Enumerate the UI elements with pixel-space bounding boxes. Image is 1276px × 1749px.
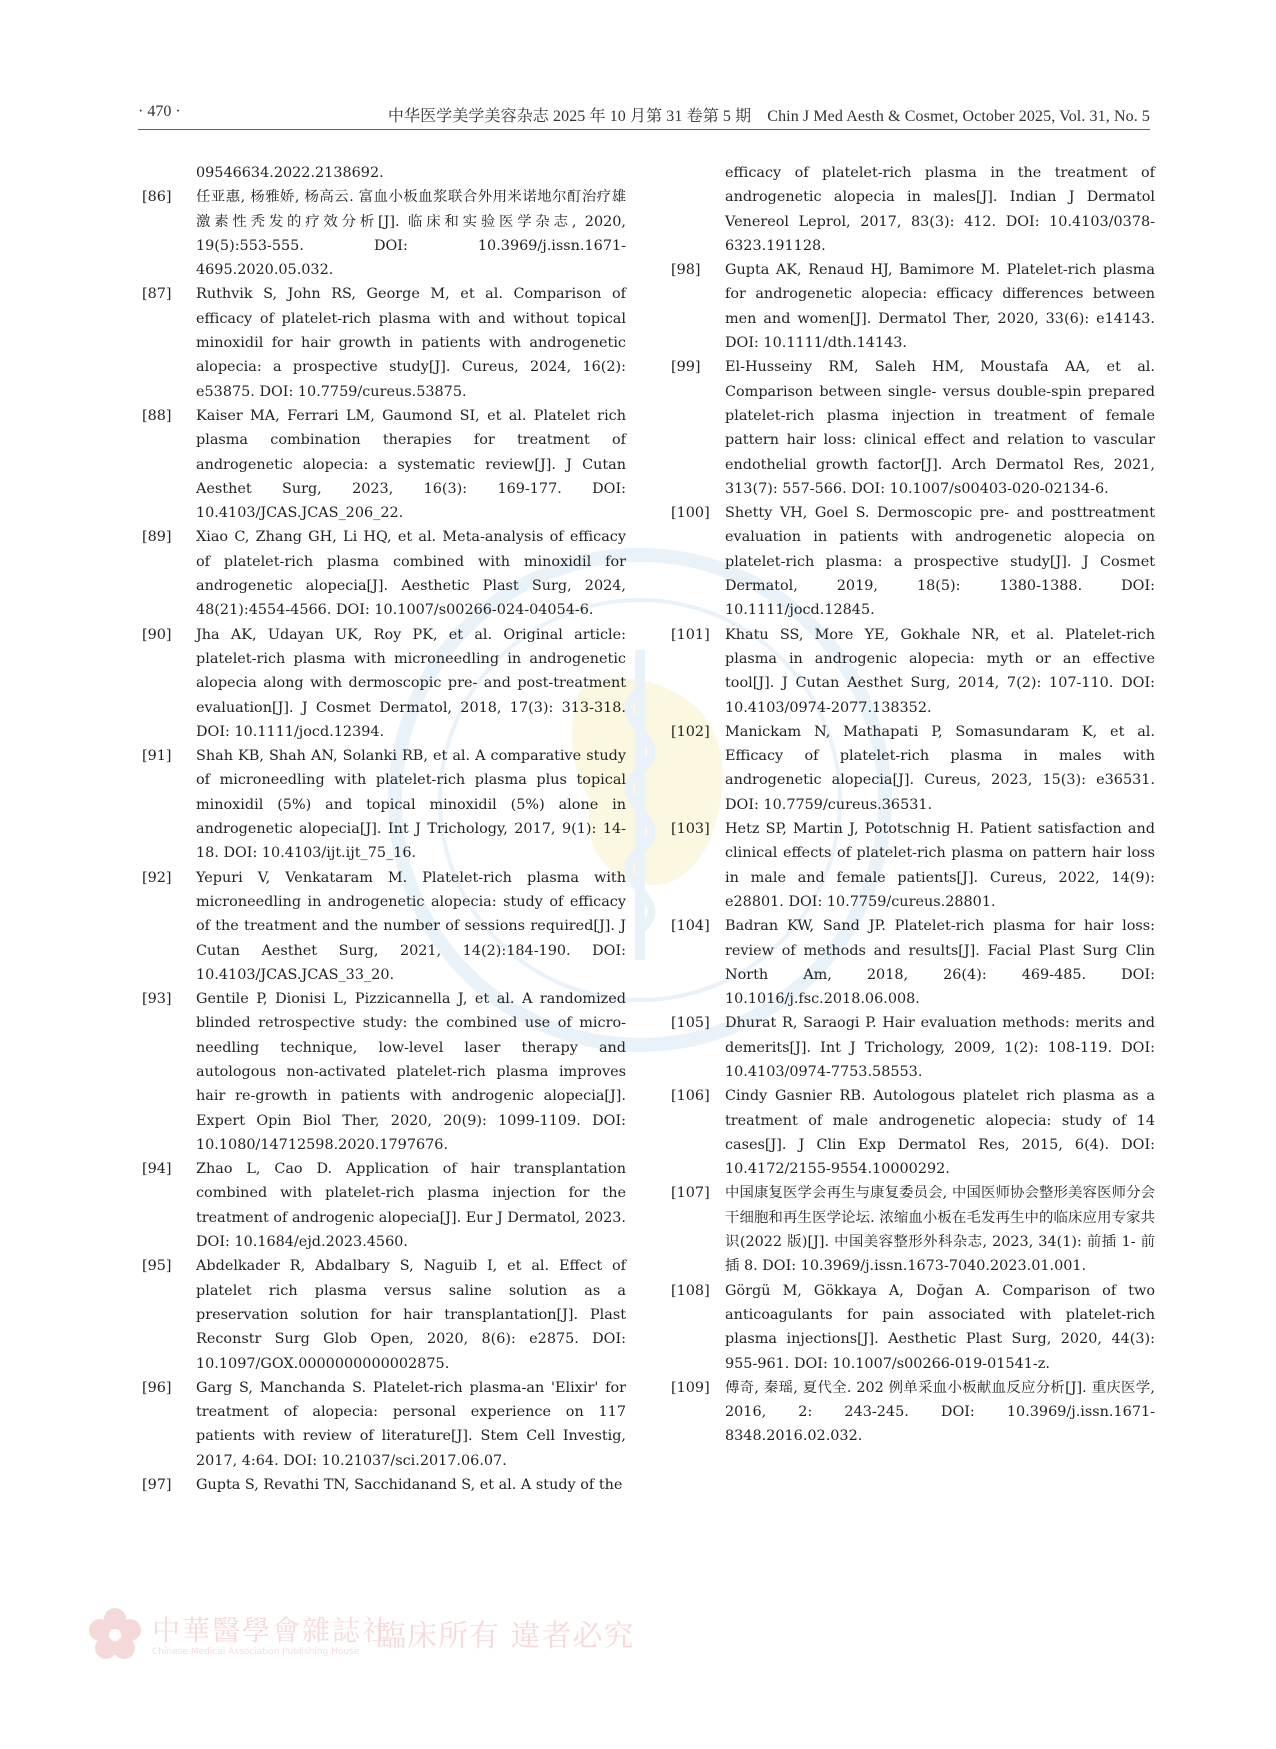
- reference-number: [88]: [142, 407, 172, 424]
- reference-number: [95]: [142, 1258, 172, 1275]
- reference-text: Dhurat R, Saraogi P. Hair evaluation methods: merits and demerits[J]. Int J Trichology, 2009, 1(2): 108-119. DOI: 10.4103/0974-7753.58553.: [725, 1015, 1155, 1080]
- reference-item: [142, 866, 626, 987]
- reference-number: [87]: [142, 286, 172, 303]
- reference-number: [104]: [671, 918, 710, 935]
- reference-number: [105]: [671, 1015, 710, 1032]
- reference-number: [109]: [671, 1379, 710, 1396]
- publisher-name-cn: 中華醫學會雜誌社: [152, 1614, 393, 1647]
- reference-text: Kaiser MA, Ferrari LM, Gaumond SI, et al. Platelet rich plasma combination therapies for treatment of androgenetic alopecia: a systematic review[J]. J Cutan Aesthet Surg, 2023, 16(3): 169-177. DOI: 10.4103/JCAS.JCAS_206_22.: [196, 407, 626, 522]
- reference-item: [142, 282, 626, 403]
- reference-continuation: [142, 161, 626, 185]
- reference-item: [671, 1181, 1155, 1278]
- reference-item: [142, 623, 626, 744]
- reference-text: Garg S, Manchanda S. Platelet-rich plasma-an 'Elixir' for treatment of alopecia: personal experience on 117 patients with review of literature[J]. Stem Cell Investig, 2017, 4:64. DOI: 10.21037/sci.2017.06.07.: [196, 1379, 626, 1469]
- reference-number: [86]: [142, 189, 172, 206]
- reference-text: Khatu SS, More YE, Gokhale NR, et al. Platelet-rich plasma in androgenic alopecia: myth or an effective tool[J]. J Cutan Aesthet Surg, 2014, 7(2): 107-110. DOI: 10.4103/0974-2077.138352.: [725, 626, 1155, 716]
- reference-number: [106]: [671, 1088, 710, 1105]
- page-number: · 470 ·: [138, 103, 181, 120]
- reference-number: [103]: [671, 821, 710, 838]
- publisher-name-en: Chinese Medical Association Publishing House: [152, 1647, 360, 1657]
- reference-number: [92]: [142, 869, 172, 886]
- reference-text: Gentile P, Dionisi L, Pizzicannella J, et al. A randomized blinded retrospective study: the combined use of micro-needling technique, low-level laser therapy and autologous non-activated platelet-rich plasma improves hair re-growth in patients with androgenic alopecia[J]. Expert Opin Biol Ther, 2020, 20(9): 1099-1109. DOI: 10.1080/14712598.2020.1797676.: [196, 991, 626, 1153]
- reference-item: [671, 501, 1155, 622]
- references-right-column: [671, 161, 1155, 1449]
- reference-text: Gupta S, Revathi TN, Sacchidanand S, et al. A study of the: [196, 1477, 623, 1494]
- reference-text: Shetty VH, Goel S. Dermoscopic pre- and posttreatment evaluation in patients with androgenetic alopecia on platelet-rich plasma: a prospective study[J]. J Cosmet Dermatol, 2019, 18(5): 1380-1388. DOI: 10.1111/jocd.12845.: [725, 505, 1155, 619]
- reference-text: Görgü M, Gökkaya A, Doğan A. Comparison of two anticoagulants for pain associated with platelet-rich plasma injections[J]. Aesthetic Plast Surg, 2020, 44(3): 955-961. DOI: 10.1007/s00266-019-01541-z.: [725, 1282, 1155, 1372]
- reference-number: [89]: [142, 529, 172, 546]
- reference-number: [107]: [671, 1185, 710, 1202]
- reference-item: [671, 1279, 1155, 1376]
- journal-citation-line: 中华医学美学美容杂志 2025 年 10 月第 31 卷第 5 期 Chin J Med Aesth & Cosmet, October 2025, Vol. 31, No. 5: [387, 108, 1150, 125]
- reference-number: [96]: [142, 1379, 172, 1396]
- reference-item: [142, 987, 626, 1157]
- brand-marks: 臨床所有 違者必究: [376, 1619, 635, 1654]
- reference-item: [671, 1011, 1155, 1084]
- reference-text: Shah KB, Shah AN, Solanki RB, et al. A comparative study of microneedling with platelet-rich plasma plus topical minoxidil (5%) and topical minoxidil (5%) alone in androgenetic alopecia[J]. Int J Trichology, 2017, 9(1): 14-18. DOI: 10.4103/ijt.ijt_75_16.: [196, 748, 626, 862]
- reference-number: [99]: [671, 359, 701, 376]
- reference-item: [142, 525, 626, 622]
- reference-number: [98]: [671, 262, 701, 279]
- reference-text: Gupta AK, Renaud HJ, Bamimore M. Platelet-rich plasma for androgenetic alopecia: efficacy differences between men and women[J]. Dermatol Ther, 2020, 33(6): e14143. DOI: 10.1111/dth.14143.: [725, 262, 1155, 352]
- reference-text: 中国康复医学会再生与康复委员会, 中国医师协会整形美容医师分会干细胞和再生医学论坛. 浓缩血小板在毛发再生中的临床应用专家共识(2022 版)[J]. 中国美容整形外科杂志, 2023, 34(1): 前插 1- 前插 8. DOI: 10.3969/j.issn.1673-7040.2023.01.001.: [725, 1185, 1155, 1275]
- reference-item: [142, 744, 626, 865]
- reference-number: [102]: [671, 723, 710, 740]
- reference-text: efficacy of platelet-rich plasma in the treatment of androgenetic alopecia in males[J]. Indian J Dermatol Venereol Leprol, 2017, 83(3): 412. DOI: 10.4103/0378-6323.191128.: [725, 165, 1155, 254]
- reference-item: [671, 258, 1155, 355]
- reference-number: [100]: [671, 505, 710, 522]
- reference-item: [671, 1376, 1155, 1449]
- reference-item: [142, 1157, 626, 1254]
- reference-text: Ruthvik S, John RS, George M, et al. Comparison of efficacy of platelet-rich plasma with and without topical minoxidil for hair growth in patients with androgenetic alopecia: a prospective study[J]. Cureus, 2024, 16(2): e53875. DOI: 10.7759/cureus.53875.: [196, 286, 626, 400]
- flower-emblem-icon: [86, 1605, 144, 1663]
- reference-item: [142, 1376, 626, 1473]
- reference-text: Cindy Gasnier RB. Autologous platelet rich plasma as a treatment of male androgenetic alopecia: study of 14 cases[J]. J Clin Exp Dermatol Res, 2015, 6(4). DOI: 10.4172/2155-9554.10000292.: [725, 1088, 1155, 1178]
- reference-continuation: [671, 161, 1155, 258]
- reference-number: [94]: [142, 1161, 172, 1178]
- reference-text: Yepuri V, Venkataram M. Platelet-rich plasma with microneedling in androgenetic alopecia: study of efficacy of the treatment and the number of sessions required[J]. J Cutan Aesthet Surg, 2021, 14(2):184-190. DOI: 10.4103/JCAS.JCAS_33_20.: [196, 869, 626, 983]
- reference-text: Manickam N, Mathapati P, Somasundaram K, et al. Efficacy of platelet-rich plasma in males with androgenetic alopecia[J]. Cureus, 2023, 15(3): e36531. DOI: 10.7759/cureus.36531.: [725, 723, 1155, 813]
- reference-item: [671, 623, 1155, 720]
- header-rule: [138, 129, 1150, 130]
- reference-text: Zhao L, Cao D. Application of hair transplantation combined with platelet-rich plasma injection for the treatment of androgenic alopecia[J]. Eur J Dermatol, 2023. DOI: 10.1684/ejd.2023.4560.: [196, 1161, 626, 1251]
- reference-item: [142, 1254, 626, 1375]
- reference-text: Hetz SP, Martin J, Pototschnig H. Patient satisfaction and clinical effects of platelet-rich plasma on pattern hair loss in male and female patients[J]. Cureus, 2022, 14(9): e28801. DOI: 10.7759/cureus.28801.: [725, 821, 1155, 910]
- reference-item: [671, 1084, 1155, 1181]
- reference-number: [101]: [671, 626, 710, 643]
- reference-text: Jha AK, Udayan UK, Roy PK, et al. Original article: platelet-rich plasma with microneedling in androgenetic alopecia along with dermoscopic pre- and post-treatment evaluation[J]. J Cosmet Dermatol, 2018, 17(3): 313-318. DOI: 10.1111/jocd.12394.: [196, 626, 626, 740]
- reference-item: [142, 1473, 626, 1497]
- reference-number: [108]: [671, 1282, 710, 1299]
- reference-text: Xiao C, Zhang GH, Li HQ, et al. Meta-analysis of efficacy of platelet-rich plasma combined with minoxidil for androgenetic alopecia[J]. Aesthetic Plast Surg, 2024, 48(21):4554-4566. DOI: 10.1007/s00266-024-04054-6.: [196, 529, 626, 619]
- reference-text: El-Husseiny RM, Saleh HM, Moustafa AA, et al. Comparison between single- versus double-spin prepared platelet-rich plasma injection in treatment of female pattern hair loss: clinical effect and relation to vascular endothelial growth factor[J]. Arch Dermatol Res, 2021, 313(7): 557-566. DOI: 10.1007/s00403-020-02134-6.: [725, 359, 1155, 497]
- references-left-column: [142, 161, 626, 1497]
- reference-number: [93]: [142, 991, 172, 1008]
- reference-text: Abdelkader R, Abdalbary S, Naguib I, et al. Effect of platelet rich plasma versus saline solution as a preservation solution for hair transplantation[J]. Plast Reconstr Surg Glob Open, 2020, 8(6): e2875. DOI: 10.1097/GOX.0000000000002875.: [196, 1258, 626, 1372]
- reference-number: [97]: [142, 1477, 172, 1494]
- reference-item: [142, 404, 626, 525]
- reference-text: 傅奇, 秦瑶, 夏代全. 202 例单采血小板献血反应分析[J]. 重庆医学, 2016, 2: 243-245. DOI: 10.3969/j.issn.1671-8348.2016.02.032.: [725, 1379, 1155, 1445]
- reference-text: 任亚惠, 杨雅娇, 杨高云. 富血小板血浆联合外用米诺地尔酊治疗雄激素性秃发的疗效分析[J]. 临床和实验医学杂志, 2020, 19(5):553-555. DOI: 10.3969/j.issn.1671-4695.2020.05.032.: [196, 189, 626, 279]
- reference-text: Badran KW, Sand JP. Platelet-rich plasma for hair loss: review of methods and results[J]. Facial Plast Surg Clin North Am, 2018, 26(4): 469-485. DOI: 10.1016/j.fsc.2018.06.008.: [725, 918, 1155, 1008]
- reference-number: [90]: [142, 626, 172, 643]
- reference-item: [671, 914, 1155, 1011]
- reference-number: [91]: [142, 748, 172, 765]
- reference-item: [671, 720, 1155, 817]
- publisher-logo: [86, 1605, 635, 1665]
- reference-item: [142, 185, 626, 282]
- reference-item: [671, 355, 1155, 501]
- reference-text: 09546634.2022.2138692.: [196, 165, 384, 181]
- reference-item: [671, 817, 1155, 914]
